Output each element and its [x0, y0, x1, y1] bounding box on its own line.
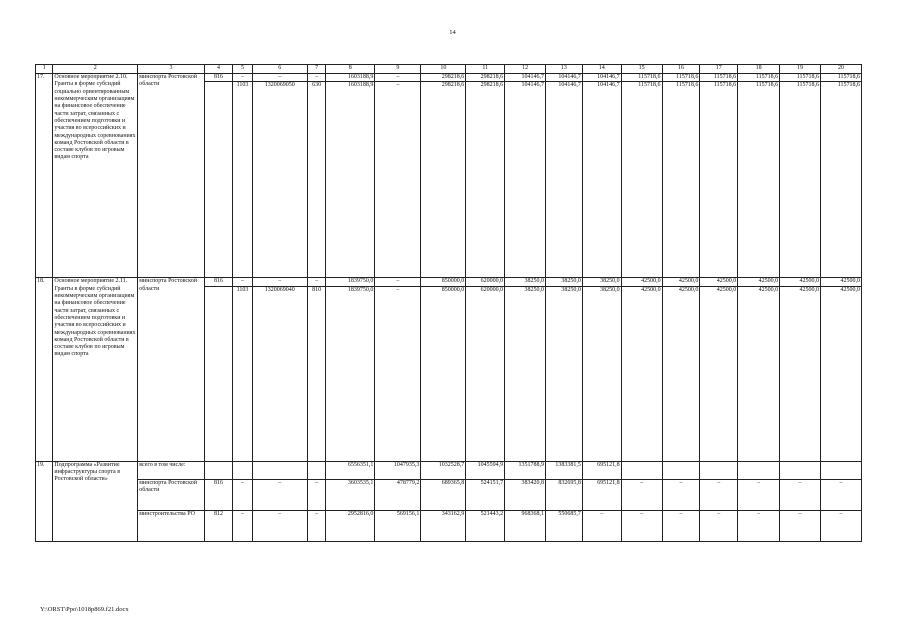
column-number: 17	[700, 65, 738, 74]
table-row	[36, 278, 862, 286]
column-number-row	[36, 65, 862, 74]
measure-name: Основное мероприятие 2.10. Гранты в форме субсидий социально ориентированным некоммерческим организациям на финансовое обеспечение части затрат, связанных с обеспечением подготовки и участия во всероссийских и международных соревнованиях команд Ростовской области в составе клубов по игровым видам спорта	[53, 74, 138, 278]
measure-name: Основное мероприятие 2.11. Гранты в форме субсидий некоммерческим организациям на финансовое обеспечение части затрат, связанных с обеспечением подготовки и участия во всероссийских и международных соревнованиях команд Ростовской области в составе клубов по игровым видам спорта	[53, 278, 138, 461]
cell: 1383381,5	[546, 461, 583, 479]
cell: 38250,0	[582, 286, 621, 461]
executor: минспорта Ростовской области	[138, 74, 204, 278]
footer-file-path: Y:\ORST\Ppo\1018p869.f21.docx	[40, 606, 129, 613]
cell: 1103	[233, 82, 252, 278]
cell: 1320069040	[252, 286, 307, 461]
column-number: 18	[738, 65, 780, 74]
cell: 478779,2	[375, 479, 421, 510]
cell: 1603188,9	[326, 74, 375, 82]
cell: 38250,0	[546, 286, 583, 461]
cell: 521443,2	[466, 510, 505, 541]
table-row	[36, 479, 862, 510]
grbs-code: 816	[204, 278, 233, 286]
cell: –	[233, 510, 252, 541]
cell: 968368,1	[505, 510, 546, 541]
cell: 1839750,0	[326, 278, 375, 286]
cell: 1045594,9	[466, 461, 505, 479]
column-number: 3	[138, 65, 204, 74]
cell: –	[820, 479, 861, 510]
cell: 1351788,9	[505, 461, 546, 479]
cell: 695121,8	[582, 461, 621, 479]
cell: –	[621, 479, 662, 510]
cell: –	[307, 479, 325, 510]
cell: –	[307, 278, 325, 286]
cell	[621, 461, 662, 479]
cell: 115718,6	[700, 82, 738, 278]
cell: 298218,6	[421, 82, 466, 278]
cell: 42500,0	[621, 286, 662, 461]
row-number: 17.	[36, 74, 53, 278]
cell: 115718,6	[820, 82, 861, 278]
column-number: 4	[204, 65, 233, 74]
cell: –	[738, 510, 780, 541]
cell: 42500,0	[700, 286, 738, 461]
cell: 1320069050	[252, 82, 307, 278]
column-number: 11	[466, 65, 505, 74]
cell: –	[662, 479, 700, 510]
cell: –	[375, 278, 421, 286]
cell: 115718,6	[820, 74, 861, 82]
cell	[820, 461, 861, 479]
grbs-code: 816	[204, 74, 233, 82]
grbs-code: 816	[204, 479, 233, 510]
column-number: 8	[326, 65, 375, 74]
cell: –	[700, 479, 738, 510]
cell: 38250,0	[505, 278, 546, 286]
cell	[204, 82, 233, 278]
cell: –	[375, 82, 421, 278]
cell: 569156,1	[375, 510, 421, 541]
budget-table	[35, 64, 862, 542]
cell: –	[582, 510, 621, 541]
column-number: 15	[621, 65, 662, 74]
row-number: 19.	[36, 461, 53, 541]
cell: 104146,7	[582, 74, 621, 82]
column-number: 20	[820, 65, 861, 74]
cell: –	[820, 510, 861, 541]
cell: 550685,7	[546, 510, 583, 541]
column-number: 6	[252, 65, 307, 74]
column-number: 10	[421, 65, 466, 74]
cell: 115718,6	[780, 74, 821, 82]
cell: 115718,6	[662, 74, 700, 82]
executor: минспорта Ростовской области	[138, 479, 204, 510]
cell	[204, 461, 233, 479]
cell: 524151,7	[466, 479, 505, 510]
cell: –	[307, 74, 325, 82]
cell	[738, 461, 780, 479]
column-number: 2	[53, 65, 138, 74]
cell: 298218,6	[466, 74, 505, 82]
column-number: 16	[662, 65, 700, 74]
cell: 1047935,3	[375, 461, 421, 479]
cell: 38250,0	[505, 286, 546, 461]
cell: 42500,0	[820, 278, 861, 286]
cell: 104146,7	[582, 82, 621, 278]
column-number: 19	[780, 65, 821, 74]
cell: 115718,6	[662, 82, 700, 278]
cell: 3603535,1	[326, 479, 375, 510]
cell: –	[233, 278, 252, 286]
cell: 42500,0	[820, 286, 861, 461]
grbs-code: 812	[204, 510, 233, 541]
cell: 689365,8	[421, 479, 466, 510]
executor: минспорта Ростовской области	[138, 278, 204, 461]
cell: –	[662, 510, 700, 541]
cell: 115718,6	[738, 74, 780, 82]
cell: 42500,0	[621, 278, 662, 286]
cell: 42500,0	[738, 286, 780, 461]
column-number: 12	[505, 65, 546, 74]
cell: 42500,0	[780, 278, 821, 286]
cell: –	[252, 479, 307, 510]
cell: –	[233, 74, 252, 82]
cell: 620000,0	[466, 286, 505, 461]
cell: 104146,7	[505, 82, 546, 278]
cell: –	[700, 510, 738, 541]
cell: 695121,8	[582, 479, 621, 510]
cell: 115718,6	[621, 74, 662, 82]
column-number: 1	[36, 65, 53, 74]
page-number: 14	[449, 29, 456, 36]
cell: 850000,0	[421, 286, 466, 461]
column-number: 5	[233, 65, 252, 74]
cell: 1103	[233, 286, 252, 461]
cell	[204, 286, 233, 461]
row-number: 18.	[36, 278, 53, 461]
cell: 38250,0	[582, 278, 621, 286]
cell: –	[780, 510, 821, 541]
table-row	[36, 510, 862, 541]
cell	[700, 461, 738, 479]
cell	[780, 461, 821, 479]
cell: 42500,0	[662, 286, 700, 461]
cell: 850000,0	[421, 278, 466, 286]
measure-name: Подпрограмма «Развитие инфраструктуры спорта в Ростовской области»	[53, 461, 138, 541]
cell: 115718,6	[738, 82, 780, 278]
cell: 115718,6	[621, 82, 662, 278]
cell: –	[738, 479, 780, 510]
cell: –	[252, 74, 307, 82]
cell	[252, 461, 307, 479]
cell: 1603188,9	[326, 82, 375, 278]
table-row	[36, 74, 862, 82]
cell: –	[307, 510, 325, 541]
cell: –	[375, 74, 421, 82]
cell: 298218,6	[421, 74, 466, 82]
cell	[662, 461, 700, 479]
executor: всего в том числе:	[138, 461, 204, 479]
cell: 620000,0	[466, 278, 505, 286]
cell: –	[780, 479, 821, 510]
cell: 104146,7	[505, 74, 546, 82]
column-number: 13	[546, 65, 583, 74]
cell: 115718,6	[780, 82, 821, 278]
cell: 1032528,7	[421, 461, 466, 479]
column-number: 14	[582, 65, 621, 74]
cell: 115718,6	[700, 74, 738, 82]
cell: –	[375, 286, 421, 461]
cell: 2952816,0	[326, 510, 375, 541]
cell	[233, 461, 252, 479]
executor: минстроительства РО	[138, 510, 204, 541]
cell: 298218,6	[466, 82, 505, 278]
column-number: 9	[375, 65, 421, 74]
cell: –	[233, 479, 252, 510]
cell: 104146,7	[546, 74, 583, 82]
cell: 6556351,1	[326, 461, 375, 479]
cell	[307, 461, 325, 479]
cell: 42500,0	[662, 278, 700, 286]
cell: 42500,0	[738, 278, 780, 286]
cell: –	[621, 510, 662, 541]
cell: –	[252, 278, 307, 286]
cell: 810	[307, 286, 325, 461]
cell: 630	[307, 82, 325, 278]
cell: 383420,8	[505, 479, 546, 510]
cell: 1839750,0	[326, 286, 375, 461]
cell: 42500,0	[700, 278, 738, 286]
cell: 343162,9	[421, 510, 466, 541]
cell: 832695,8	[546, 479, 583, 510]
column-number: 7	[307, 65, 325, 74]
cell: 104146,7	[546, 82, 583, 278]
cell: –	[252, 510, 307, 541]
cell: 42500,0	[780, 286, 821, 461]
table-row	[36, 461, 862, 479]
cell: 38250,0	[546, 278, 583, 286]
